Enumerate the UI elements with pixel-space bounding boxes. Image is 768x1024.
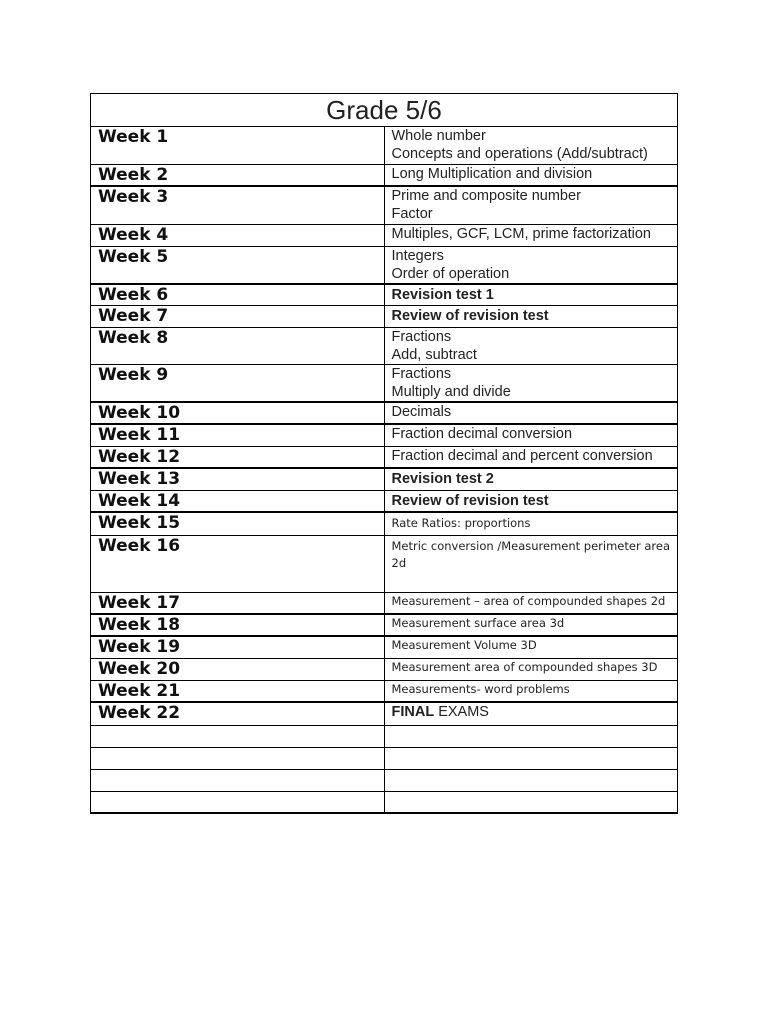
topic-cell [384,512,678,535]
week-label: Week 7 [91,306,385,328]
topic-cell [384,446,678,468]
topic-cell [384,468,678,490]
topic-line: Add, subtract [391,347,477,363]
topic-cell [384,636,678,658]
topic-cell [384,165,678,187]
week-label: Week 8 [91,328,385,365]
week-label: Week 22 [91,702,385,725]
topic-line: Fractions [391,329,452,345]
topic-line: Measurement surface area 3d [391,616,565,630]
week-label: Week 5 [91,246,385,284]
week-label: Week 2 [91,165,385,187]
schedule-table [90,93,678,814]
topic-cell [384,402,678,424]
week-label: Week 13 [91,468,385,490]
topic-line: Review of revision test [391,308,549,324]
topic-line: Integers [391,247,444,264]
topic-line: Measurements- word problems [391,681,570,696]
topic-cell [384,702,678,725]
topic-line: Long Multiplication and division [391,166,593,182]
week-label: Week 20 [91,658,385,680]
week-label: Week 4 [91,224,385,246]
topic-line: Decimals [391,404,452,420]
topic-line: Fraction decimal and percent conversion [391,447,653,464]
empty-cell [384,769,678,791]
topic-cell [384,658,678,680]
week-label: Week 10 [91,402,385,424]
topic-cell [384,490,678,512]
week-label: Week 15 [91,512,385,535]
final-bold-text: FINAL [391,704,435,720]
topic-line [392,703,678,721]
week-label: Week 16 [91,535,385,592]
topic-line: Revision test 1 [391,287,494,303]
empty-cell [91,769,385,791]
topic-cell [384,535,678,592]
topic-line: Fractions [391,366,452,382]
topic-line: Revision test 2 [391,471,494,487]
topic-cell [384,246,678,284]
topic-line: Concepts and operations (Add/subtract) [391,146,648,162]
topic-cell [384,284,678,306]
week-label: Week 12 [91,446,385,468]
topic-line: Metric conversion /Measurement perimeter area [391,538,670,553]
topic-cell [384,127,678,165]
week-label: Week 1 [91,127,385,165]
topic-line: Rate Ratios: proportions [391,516,531,530]
empty-cell [91,725,385,747]
week-label: Week 14 [91,490,385,512]
topic-line: Whole number [391,128,486,144]
topic-line: Measurement area of compounded shapes 3D [391,659,658,674]
topic-line: Measurement – area of compounded shapes 2d [391,593,666,608]
topic-line: Factor [391,206,433,222]
topic-cell [384,680,678,702]
empty-cell [91,791,385,813]
week-label: Week 19 [91,636,385,658]
final-rest-text: EXAMS [434,704,489,720]
empty-cell [91,747,385,769]
empty-cell [384,747,678,769]
table-title: Grade 5/6 [91,94,678,127]
topic-cell [384,224,678,246]
topic-line: Prime and composite number [391,188,581,204]
topic-line: Fraction decimal conversion [391,426,573,442]
week-label: Week 21 [91,680,385,702]
week-label: Week 9 [91,365,385,403]
topic-cell [384,592,678,614]
week-label: Week 11 [91,424,385,446]
topic-cell [384,424,678,446]
week-label: Week 3 [91,186,385,224]
topic-cell [384,306,678,328]
topic-cell [384,365,678,403]
topic-line: Review of revision test [391,492,549,509]
week-label: Week 17 [91,592,385,614]
topic-line: Multiples, GCF, LCM, prime factorization [391,225,651,242]
topic-line: Order of operation [391,265,510,282]
topic-line: Multiply and divide [391,384,511,400]
topic-line: 2d [391,555,407,570]
topic-cell [384,328,678,365]
topic-cell [384,186,678,224]
topic-cell [384,614,678,636]
empty-cell [384,725,678,747]
week-label: Week 18 [91,614,385,636]
topic-line: Measurement Volume 3D [391,638,537,652]
empty-cell [384,791,678,813]
week-label: Week 6 [91,284,385,306]
